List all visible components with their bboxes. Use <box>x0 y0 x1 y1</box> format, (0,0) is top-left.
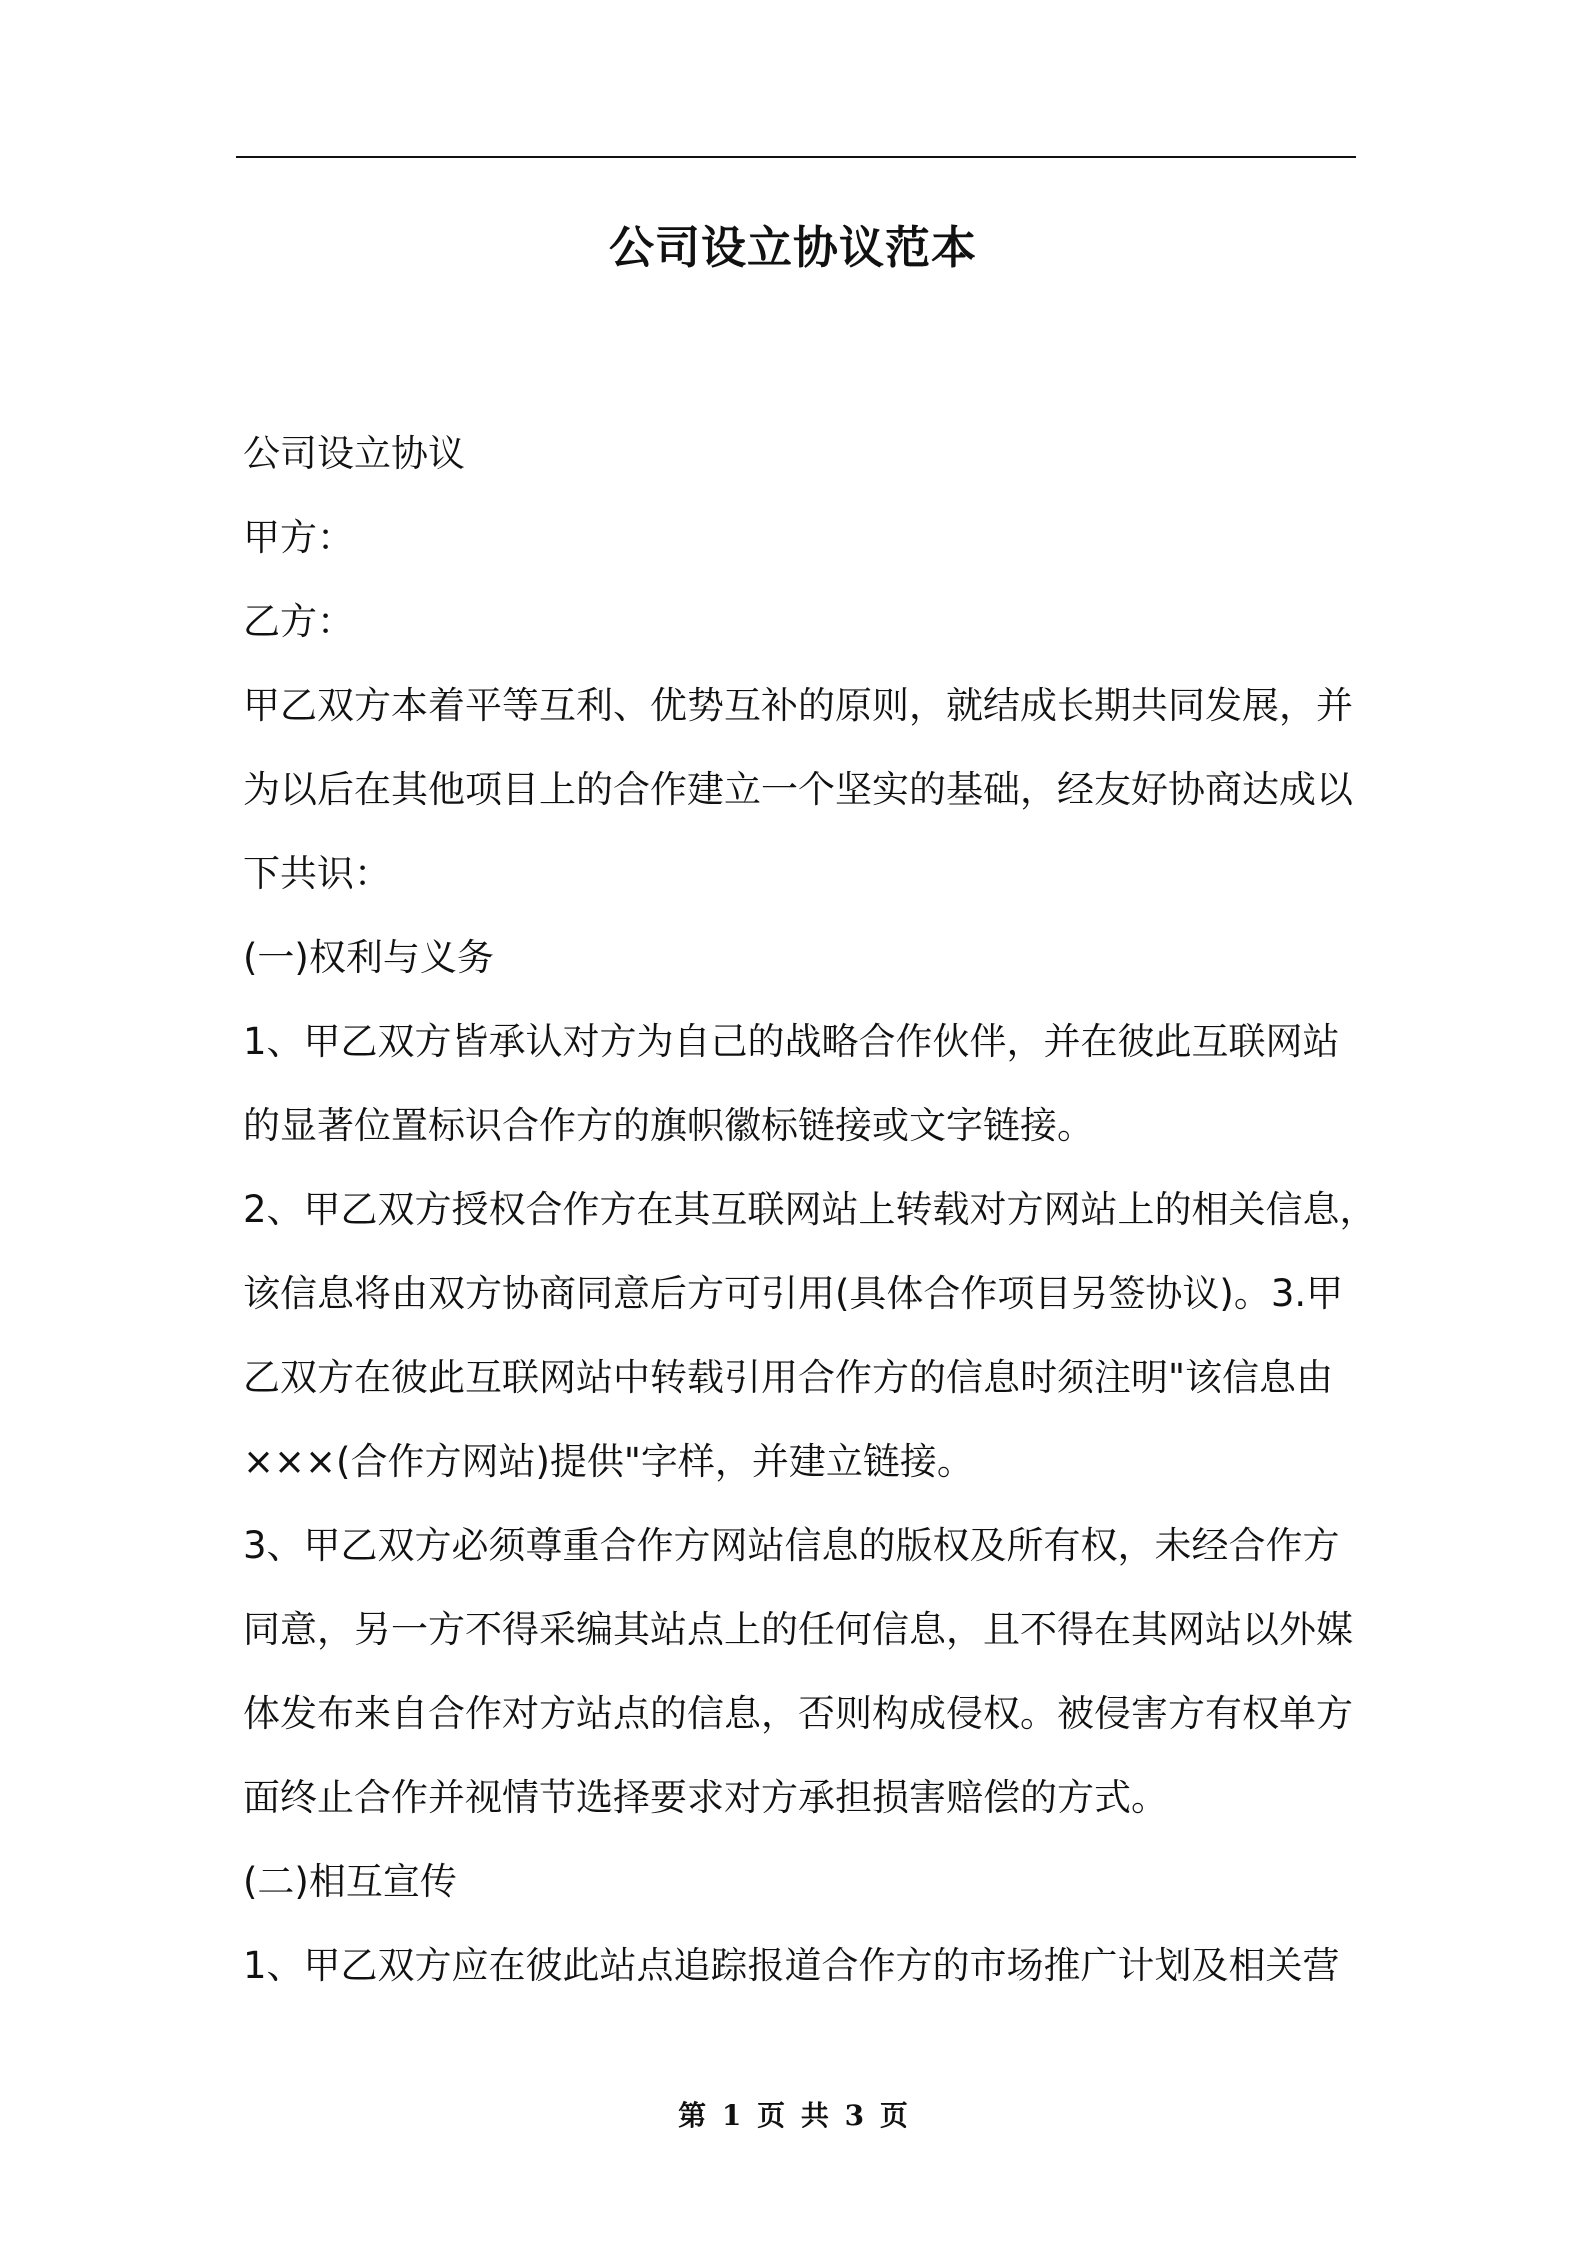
body-line: 为以后在其他项目上的合作建立一个坚实的基础，经友好协商达成以 <box>243 768 1353 811</box>
body-line: 甲乙双方本着平等互利、优势互补的原则，就结成长期共同发展，并 <box>243 684 1353 727</box>
body-line: 乙双方在彼此互联网站中转载引用合作方的信息时须注明"该信息由 <box>243 1356 1334 1399</box>
body-line: 该信息将由双方协商同意后方可引用(具体合作项目另签协议)。3.甲 <box>243 1272 1344 1315</box>
document-title: 公司设立协议范本 <box>608 221 977 274</box>
body-line: 1、甲乙双方应在彼此站点追踪报道合作方的市场推广计划及相关营 <box>243 1944 1340 1987</box>
body-line-agreement-heading: 公司设立协议 <box>243 432 465 475</box>
document-body <box>243 412 1378 2008</box>
body-line-party-a: 甲方： <box>243 516 354 559</box>
section-heading-rights: (一)权利与义务 <box>243 936 494 979</box>
body-line-party-b: 乙方： <box>243 600 354 643</box>
body-line: 面终止合作并视情节选择要求对方承担损害赔偿的方式。 <box>243 1776 1168 1819</box>
body-line: 的显著位置标识合作方的旗帜徽标链接或文字链接。 <box>243 1104 1094 1147</box>
page-number-footer: 第 1 页 共 3 页 <box>678 2099 908 2132</box>
body-line: 1、甲乙双方皆承认对方为自己的战略合作伙伴，并在彼此互联网站 <box>243 1020 1340 1063</box>
body-line: 3、甲乙双方必须尊重合作方网站信息的版权及所有权，未经合作方 <box>243 1524 1340 1567</box>
body-line: 下共识： <box>243 852 391 895</box>
body-line: 体发布来自合作对方站点的信息，否则构成侵权。被侵害方有权单方 <box>243 1692 1353 1735</box>
section-heading-promotion: (二)相互宣传 <box>243 1860 457 1903</box>
body-line: ×××(合作方网站)提供"字样，并建立链接。 <box>243 1440 974 1483</box>
body-line: 同意，另一方不得采编其站点上的任何信息，且不得在其网站以外媒 <box>243 1608 1353 1651</box>
header-rule <box>236 156 1356 158</box>
body-line: 2、甲乙双方授权合作方在其互联网站上转载对方网站上的相关信息， <box>243 1188 1377 1231</box>
